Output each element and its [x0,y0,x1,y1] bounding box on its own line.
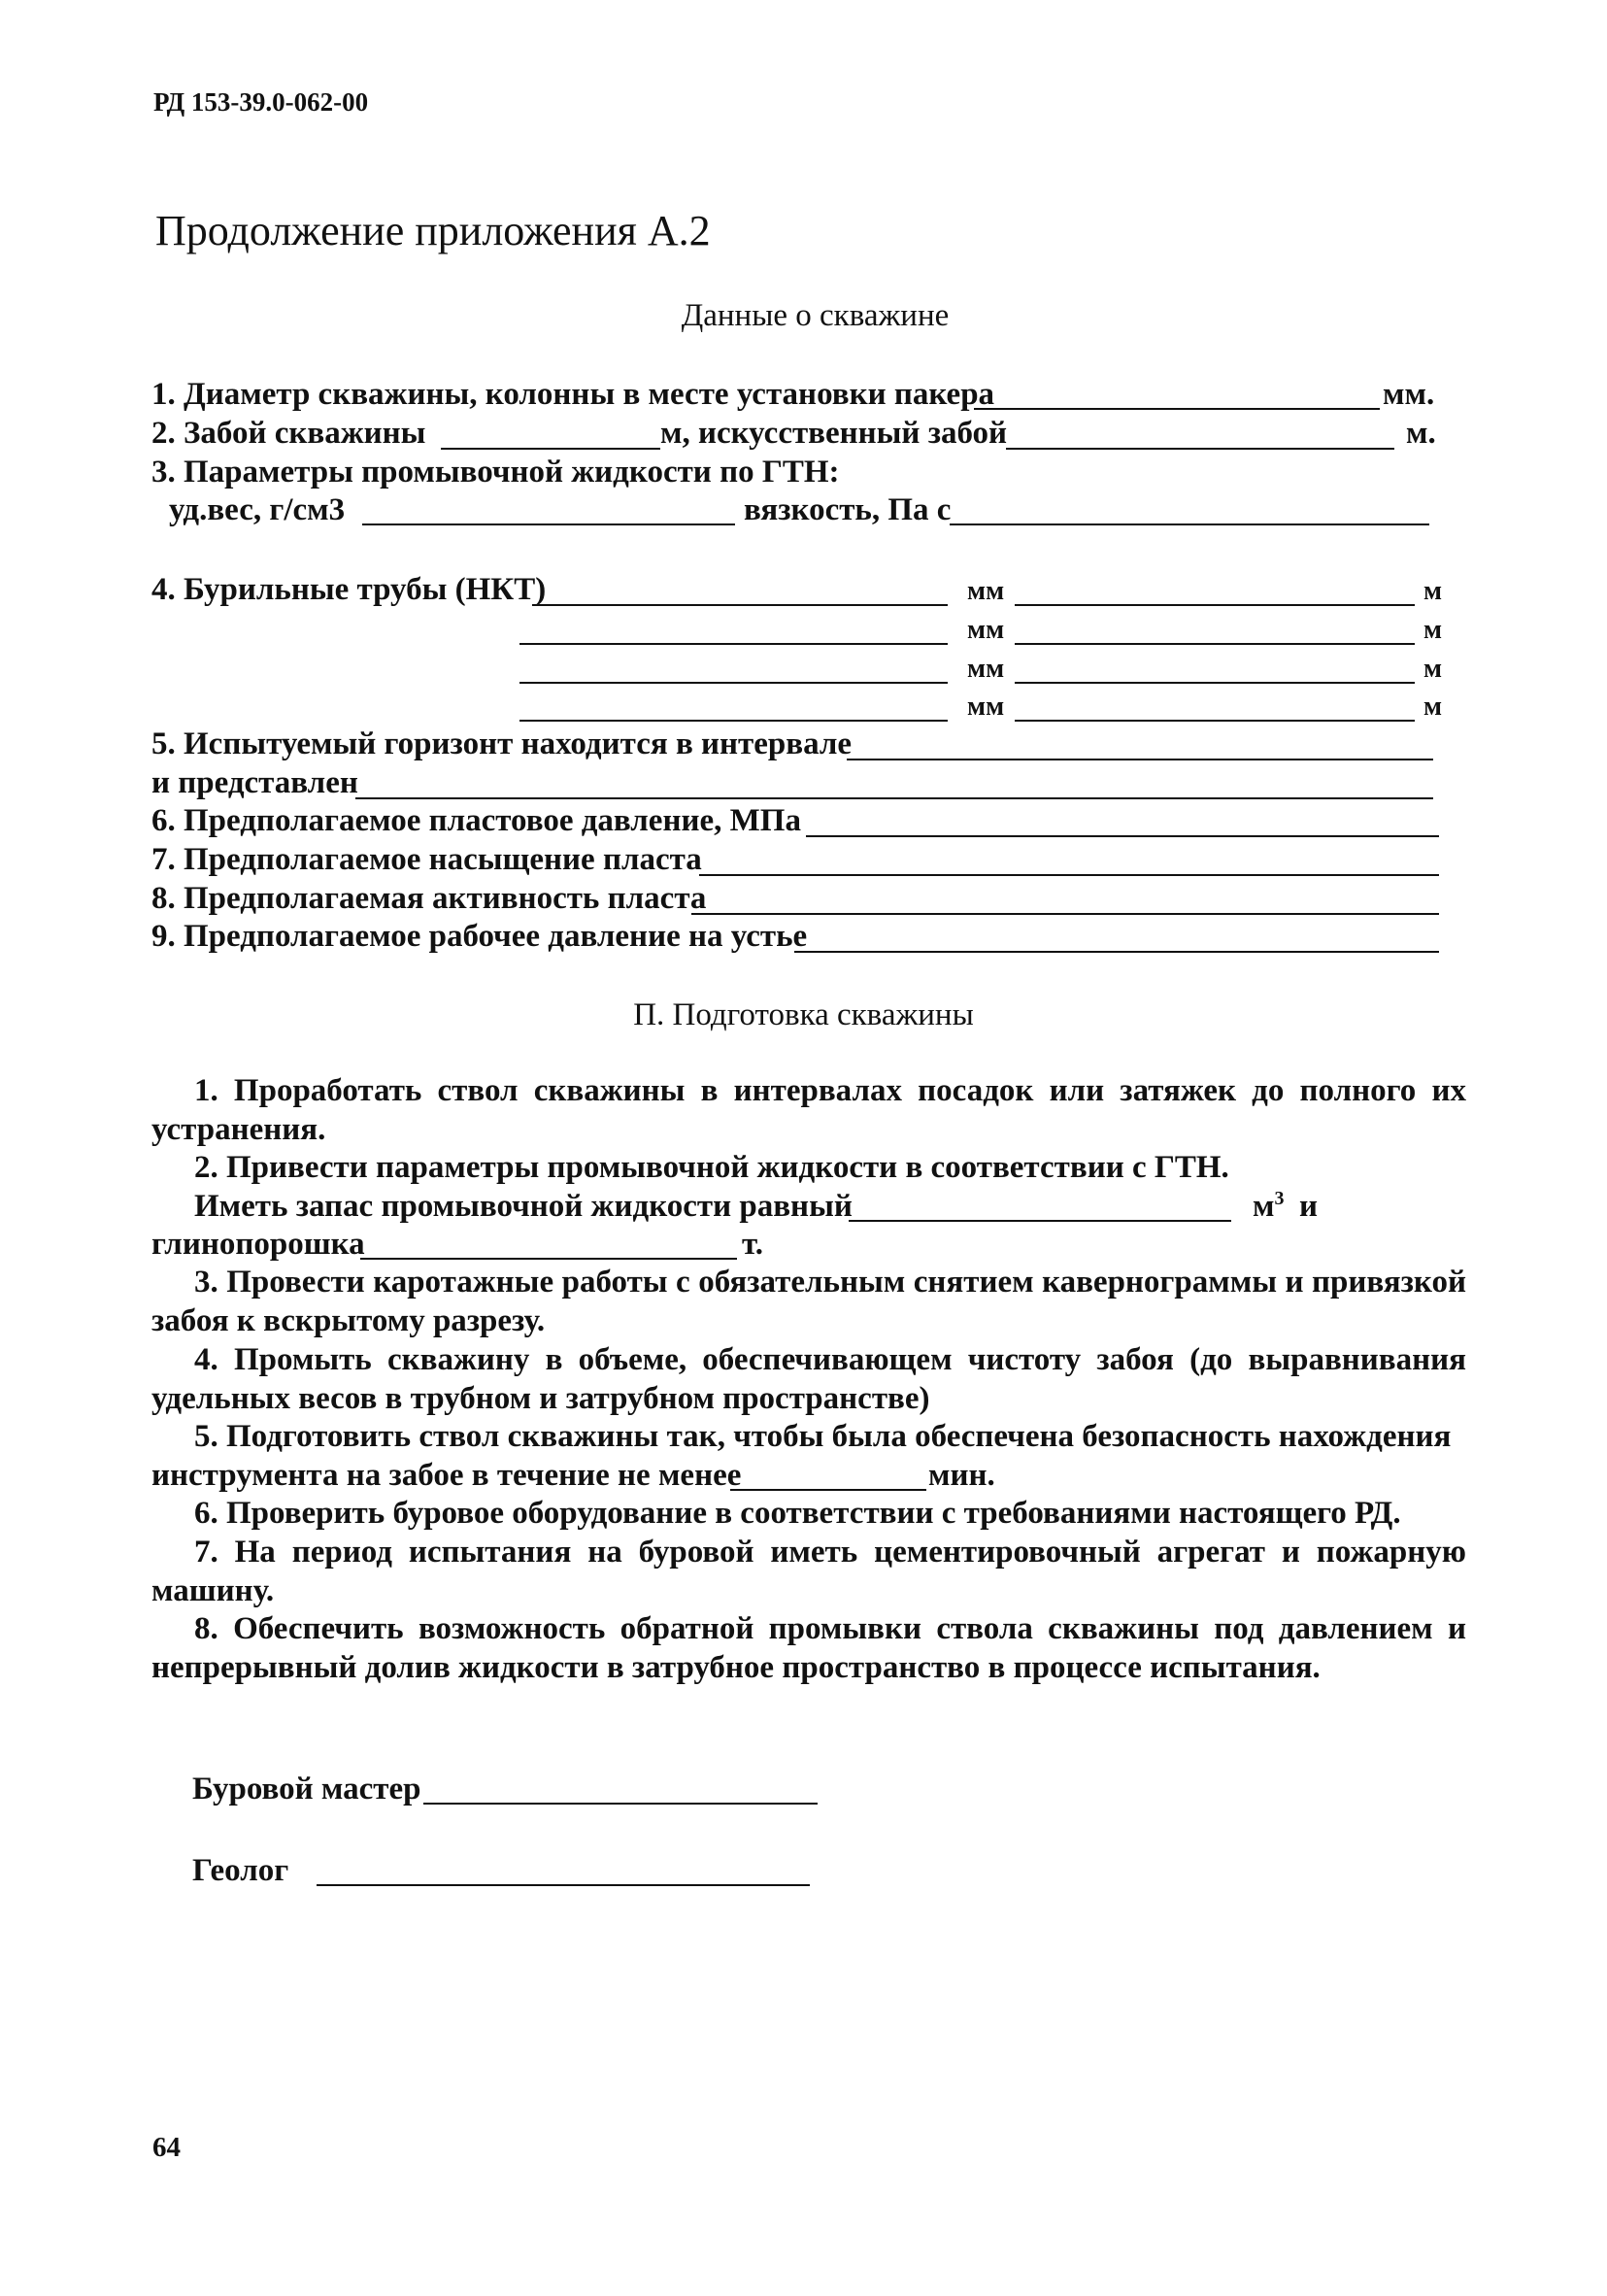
prep-item-5-blank [730,1489,926,1491]
signature-driller-line [423,1803,818,1805]
item-2-label: 2. Забой скважины [151,416,426,451]
document-code: РД 153-39.0-062-00 [153,87,369,117]
item-9-blank [794,951,1439,953]
item-3-density-blank [362,523,735,525]
prep-item-2-stock-unit: $м^3$ [1253,1188,1285,1224]
prep-item-2-clay-blank [360,1258,737,1260]
item-7-blank [699,874,1439,876]
prep-item-2-and: и [1299,1189,1319,1224]
item-8-label: 8. Предполагаемая активность пласта [151,881,707,916]
signature-geologist-label: Геолог [192,1853,289,1888]
item-6-label: 6. Предполагаемое пластовое давление, МПа [151,803,801,838]
item-1-label: 1. Диаметр скважины, колонны в месте установки пакера [151,377,995,412]
item-4-blank-2b [1015,643,1415,645]
prep-item-2-stock-blank [849,1220,1231,1222]
item-1-unit: мм. [1383,377,1435,412]
page-number: 64 [152,2132,181,2163]
signature-geologist-line [317,1884,810,1886]
signature-driller-label: Буровой мастер [192,1772,421,1806]
item-4-unit-mm-3: мм [967,654,1005,684]
prep-item-7: 7. На период испытания на буровой иметь цементировочный агрегат и пожарную машину. [151,1535,1466,1608]
item-4-blank-3b [1015,682,1415,684]
prep-item-5-unit: мин. [928,1458,995,1493]
prep-item-5: 5. Подготовить ствол скважины так, чтобы была обеспечена безопасность нахождения [194,1419,1452,1454]
item-4-blank-2a [519,643,948,645]
section-heading-well-data: Данные о скважине [681,298,950,333]
prep-item-2-clay-label: глинопорошка [151,1227,365,1262]
item-2-unit: м. [1406,416,1436,451]
item-4-unit-m-2: м [1423,615,1443,645]
item-2-blank-depth [441,448,660,450]
item-4-unit-mm-1: мм [967,576,1005,606]
item-4-blank-4a [519,720,948,722]
item-4-unit-mm-2: мм [967,615,1005,645]
item-2-blank-artificial [1006,448,1394,450]
item-9-label: 9. Предполагаемое рабочее давление на устье [151,919,808,954]
item-3-density-label: уд.вес, г/см3 [169,492,346,527]
item-3-viscosity-label: вязкость, Па с [744,492,952,527]
prep-item-5-label: инструмента на забое в течение не менее [151,1458,742,1493]
item-4-unit-m-1: м [1423,576,1443,606]
item-3-viscosity-blank [950,523,1429,525]
page-title: Продолжение приложения А.2 [155,207,711,254]
prep-item-8: 8. Обеспечить возможность обратной промывки ствола скважины под давлением и непрерывный долив жидкости в затрубное пространство в процессе испытания. [151,1611,1466,1685]
item-4-blank-4b [1015,720,1415,722]
item-6-blank [806,835,1439,837]
prep-item-4: 4. Промыть скважину в объеме, обеспечивающем чистоту забоя (до выравнивания удельных весов в трубном и затрубном пространстве) [151,1342,1466,1416]
item-5-continuation: и представлен [151,765,358,800]
section-heading-well-preparation: П. Подготовка скважины [633,997,974,1032]
item-4-blank-1b [1015,604,1415,606]
item-4-unit-m-4: м [1423,692,1443,722]
item-4-unit-m-3: м [1423,654,1443,684]
item-4-label: 4. Бурильные трубы (НКТ) [151,572,547,607]
item-2-mid: м, искусственный забой [660,416,1008,451]
item-5-blank-cont [355,797,1433,799]
item-7-label: 7. Предполагаемое насыщение пласта [151,842,702,877]
prep-item-6: 6. Проверить буровое оборудование в соответствии с требованиями настоящего РД. [194,1496,1401,1531]
prep-item-2: 2. Привести параметры промывочной жидкости в соответствии с ГТН. [194,1150,1229,1185]
item-4-unit-mm-4: мм [967,692,1005,722]
prep-item-3: 3. Провести каротажные работы с обязательным снятием кавернограммы и привязкой забоя к вскрытому разрезу. [151,1265,1466,1338]
item-3-label: 3. Параметры промывочной жидкости по ГТН: [151,455,840,490]
item-4-blank-3a [519,682,948,684]
item-5-blank [847,759,1433,760]
item-4-blank-1a [532,604,948,606]
prep-item-2-stock-label: Иметь запас промывочной жидкости равный [194,1189,853,1224]
item-8-blank [691,913,1439,915]
prep-item-2-clay-unit: т. [742,1227,763,1262]
item-5-label: 5. Испытуемый горизонт находится в интервале [151,726,853,761]
prep-item-1: 1. Проработать ствол скважины в интервалах посадок или затяжек до полного их устранения. [151,1073,1466,1147]
item-1-blank [974,408,1380,410]
